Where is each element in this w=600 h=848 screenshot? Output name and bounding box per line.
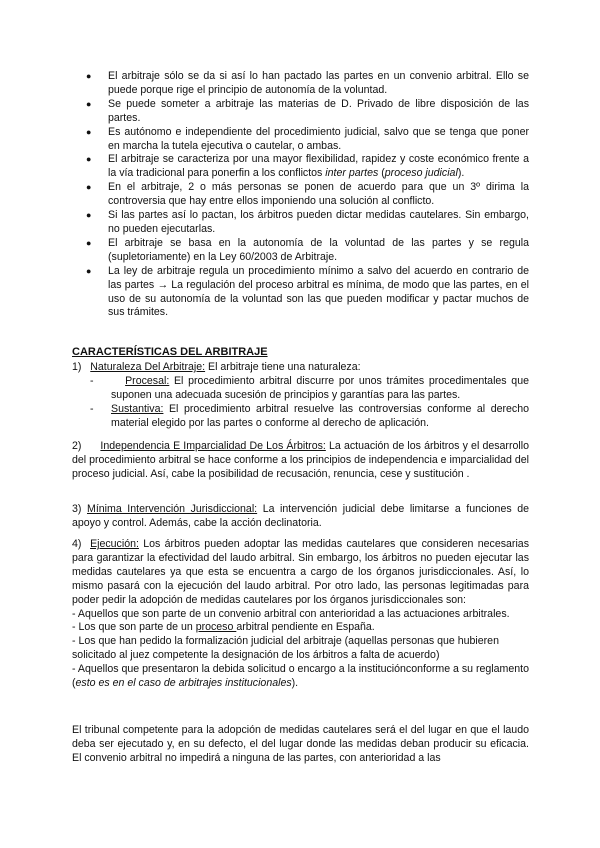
naturaleza-item-procesal: - Procesal: El procedimiento arbitral discurre por unos trámites procedimentales que suponen una adecuada sucesión de principios y garantías para las partes. xyxy=(90,374,529,401)
section-naturaleza: 1) Naturaleza Del Arbitraje: El arbitraje tiene una naturaleza: - Procesal: El procedimiento arbitral discurre por unos trámites procedimentales que suponen una adecuada sucesión de principios y garantías para las partes. - Sustantiva: El procedimiento arbitral resuelve las controversias conforme al derecho material elegido por las partes o conforme al derecho de aplicación. xyxy=(72,361,529,429)
naturaleza-item-sustantiva: - Sustantiva: El procedimiento arbitral resuelve las controversias conforme al derecho material elegido por las partes o conforme al derecho de aplicación. xyxy=(90,402,529,429)
bullet-item: ● Se puede someter a arbitraje las materias de D. Privado de libre disposición de las partes. xyxy=(86,98,529,126)
section-minima-intervencion: 3) Mínima Intervención Jurisdiccional: La intervención judicial debe limitarse a funciones de apoyo y control. Además, cabe la acción declinatoria. xyxy=(72,503,529,529)
bullet-item: ● El arbitraje sólo se da si así lo han pactado las partes en un convenio arbitral. Ello se puede porque rige el principio de autonomía de la voluntad. xyxy=(86,70,529,98)
legitimados-item: - Los que son parte de un proceso arbitral pendiente en España. xyxy=(72,621,375,634)
section-independencia: 2) Independencia E Imparcialidad De Los Árbitros: La actuación de los árbitros y el desarrollo del procedimiento arbitral se hace conforme a los principios de independencia e imparcialidad del proceso judicial. Así, cabe la posibilidad de recusación, renuncia, cese y sustitución . xyxy=(72,440,529,480)
section-heading: CARACTERÍSTICAS DEL ARBITRAJE xyxy=(72,346,268,358)
bullet-item: ● Si las partes así lo pactan, los árbitros pueden dictar medidas cautelares. Sin embargo, no pueden ejecutarlas. xyxy=(86,209,529,237)
section-ejecucion: 4) Ejecución: Los árbitros pueden adoptar las medidas cautelares que consideren necesarias para garantizar la efectividad del laudo arbitral. Sin embargo, los árbitros no pueden ejecutar las medidas cautelares ya que esta se encuentra a cargo de los órganos jurisdiccionales. Así, lo mismo pasará con la ejecución del laudo arbitral. Por otro lado, las personas legitimadas para poder pedir la adopción de medidas cautelares por los órganos jurisdiccionales son: - Aquellos que son parte de un convenio arbitral con anterioridad a las actuaciones arbitrales. - Los que son parte de un proceso arbitral pendiente en España. - Los que han pedido la formalización judicial del arbitraje (aquellas personas que hubieren solicitado al juez competente la designación de los árbitros a falta de acuerdo) - Aquellos que presentaron la debida solicitud o encargo a la instituciónconforme a su reglamento (esto es en el caso de arbitrajes institucionales). xyxy=(72,538,530,690)
bullet-item: ● La ley de arbitraje regula un procedimiento mínimo a salvo del acuerdo en contrario de las partes → La regulación del proceso arbitral es mínima, de modo que las partes, en el uso de su autonomía de la voluntad son las que pueden modificar y pactar muchos de sus trámites. xyxy=(86,265,529,321)
bullet-item: ● El arbitraje se basa en la autonomía de la voluntad de las partes y se regula (supletoriamente) en la Ley 60/2003 de Arbitraje. xyxy=(86,237,529,265)
bullet-item: ● Es autónomo e independiente del procedimiento judicial, salvo que se tenga que poner en marcha la tutela ejecutiva o cautelar, o ambas. xyxy=(86,126,529,154)
legitimados-item: - Aquellos que presentaron la debida solicitud o encargo a la instituciónconforme a su reglamento (esto es en el caso de arbitrajes institucionales). xyxy=(72,663,529,690)
closing-paragraph: El tribunal competente para la adopción de medidas cautelares será el del lugar en que el laudo deba ser ejecutado y, en su defecto, el del lugar donde las medidas deban producir su eficacia. El convenio arbitral no impedirá a ninguna de las partes, con anterioridad a las xyxy=(72,724,529,764)
legitimados-item: - Aquellos que son parte de un convenio arbitral con anterioridad a las actuaciones arbitrales. xyxy=(72,607,510,620)
bullet-item: ● En el arbitraje, 2 o más personas se ponen de acuerdo para que un 3º dirima la controversia que hay entre ellos imponiendo una solución al conflicto. xyxy=(86,181,529,209)
intro-bullet-list xyxy=(86,70,529,320)
bullet-item: ● El arbitraje se caracteriza por una mayor flexibilidad, rapidez y coste económico frente a la vía tradicional para ponerfin a los conflictos inter partes (proceso judicial). xyxy=(86,153,529,181)
legitimados-item: - Los que han pedido la formalización judicial del arbitraje (aquellas personas que hubieren solicitado al juez competente la designación de los árbitros a falta de acuerdo) xyxy=(72,635,499,662)
